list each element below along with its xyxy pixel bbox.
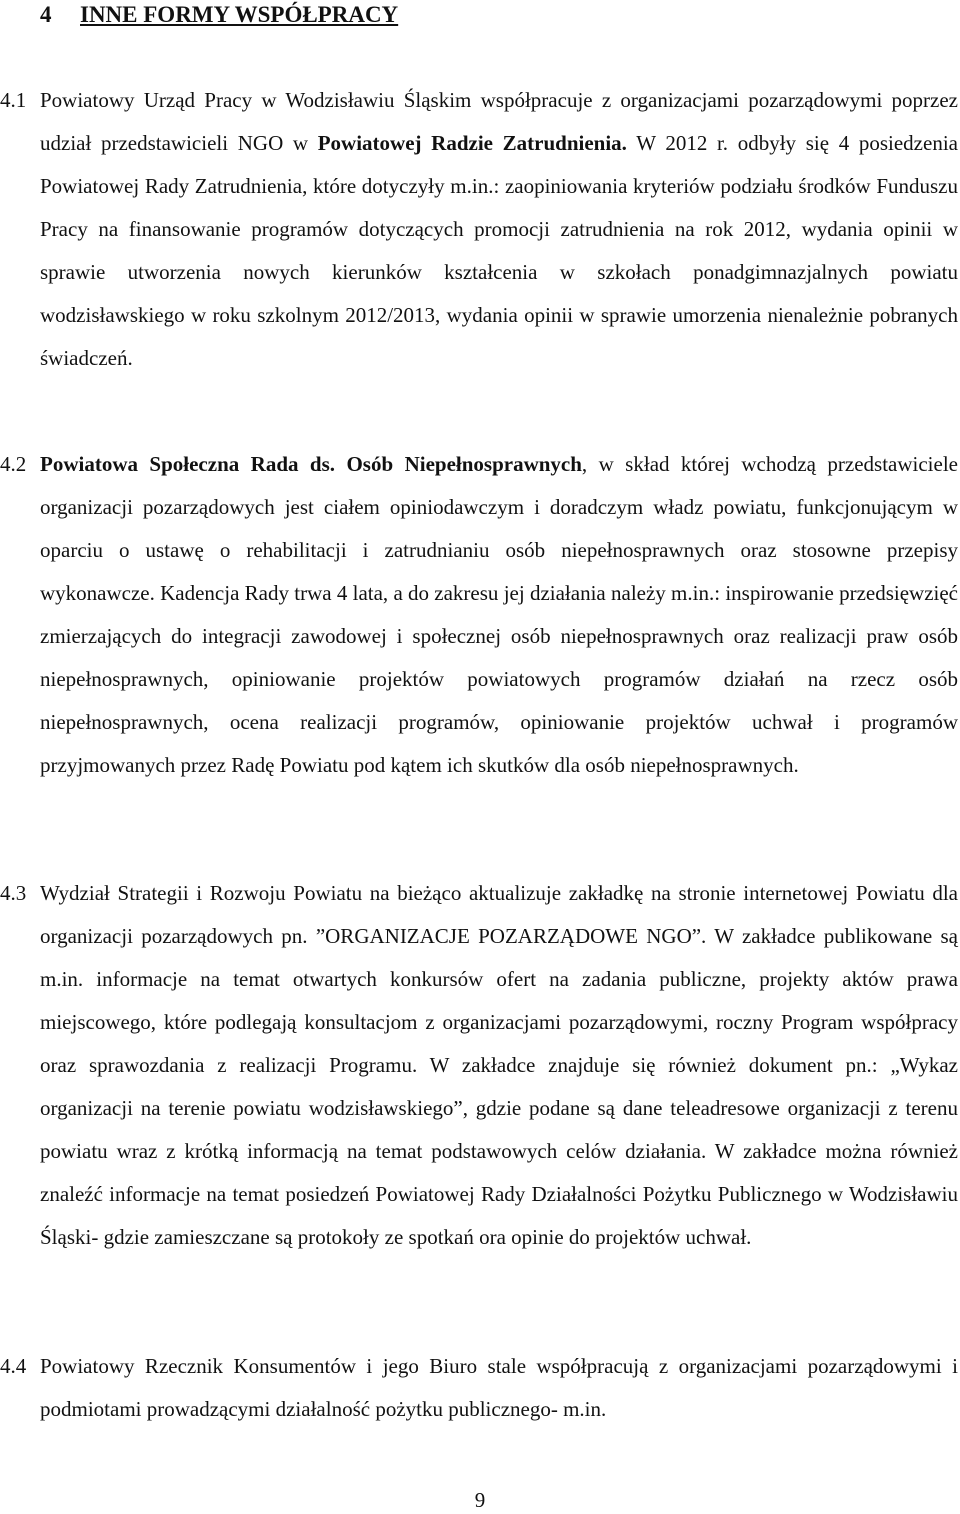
section-text xyxy=(40,79,958,380)
section-number: 4.3 xyxy=(0,881,27,905)
chapter-number: 4 xyxy=(40,2,52,27)
text-run-bold: Powiatowa Społeczna Rada ds. Osób Niepełnosprawnych xyxy=(40,452,582,476)
section-number: 4.1 xyxy=(0,88,27,112)
text-run: Powiatowy Rzecznik Konsumentów i jego Biuro stale współpracują z organizacjami pozarządowymi i podmiotami prowadzącymi działalność pożytku publicznego- m.in. xyxy=(40,1354,958,1421)
section-4-4 xyxy=(0,1345,958,1431)
section-text xyxy=(40,1345,958,1431)
section-text xyxy=(40,443,958,787)
chapter-title: INNE FORMY WSPÓŁPRACY xyxy=(80,2,399,27)
text-run: Wydział Strategii i Rozwoju Powiatu na bieżąco aktualizuje zakładkę na stronie internetowej Powiatu dla organizacji pozarządowych pn. ”ORGANIZACJE POZARZĄDOWE NGO”. W zakładce publikowane są m.in. informacje na temat otwartych konkursów ofert na zadania publiczne, projekty aktów prawa miejscowego, które podlegają konsultacjom z organizacjami pozarządowymi, roczny Program współpracy oraz sprawozdania z realizacji Programu. W zakładce znajduje się również dokument pn.: „Wykaz organizacji na terenie powiatu wodzisławskiego”, gdzie podane są dane teleadresowe organizacji z terenu powiatu wraz z krótką informacją na temat podstawowych celów działania. W zakładce można również znaleźć informacje na temat posiedzeń Powiatowej Rady Działalności Pożytku Publicznego w Wodzisławiu Śląski- gdzie zamieszczane są protokoły ze spotkań ora opinie do projektów uchwał. xyxy=(40,881,958,1249)
section-4-3 xyxy=(0,872,958,1259)
section-4-1 xyxy=(0,79,958,380)
section-text xyxy=(40,872,958,1259)
text-run: , w skład której wchodzą przedstawiciele organizacji pozarządowych jest ciałem opiniodawczym i doradczym władz powiatu, funkcjonującym w oparciu o ustawę o rehabilitacji i zatrudnianiu osób niepełnosprawnych oraz stosowne przepisy wykonawcze. Kadencja Rady trwa 4 lata, a do zakresu jej działania należy m.in.: inspirowanie przedsięwzięć zmierzających do integracji zawodowej i społecznej osób niepełnosprawnych oraz realizacji praw osób niepełnosprawnych, opiniowanie projektów powiatowych programów działań na rzecz osób niepełnosprawnych, ocena realizacji programów, opiniowanie projektów uchwał i programów przyjmowanych przez Radę Powiatu pod kątem ich skutków dla osób niepełnosprawnych. xyxy=(40,452,958,777)
text-run: W 2012 r. odbyły się 4 posiedzenia Powiatowej Rady Zatrudnienia, które dotyczyły m.in.: zaopiniowania kryteriów podziału środków Funduszu Pracy na finansowanie programów dotyczących promocji zatrudnienia na rok 2012, wydania opinii w sprawie utworzenia nowych kierunków kształcenia w szkołach ponadgimnazjalnych powiatu wodzisławskiego w roku szkolnym 2012/2013, wydania opinii w sprawie umorzenia nienależnie pobranych świadczeń. xyxy=(40,131,958,370)
section-4-2 xyxy=(0,443,958,787)
section-number: 4.4 xyxy=(0,1354,27,1378)
chapter-heading xyxy=(40,0,398,30)
text-run-bold: Powiatowej Radzie Zatrudnienia. xyxy=(317,131,627,155)
text-run: Powiatowy Urząd Pracy w Wodzisławiu Śląskim współpracuje z organizacjami pozarządowymi poprzez udział przedstawicieli NGO w xyxy=(40,88,958,155)
page-number: 9 xyxy=(474,1488,486,1512)
section-number: 4.2 xyxy=(0,452,27,476)
